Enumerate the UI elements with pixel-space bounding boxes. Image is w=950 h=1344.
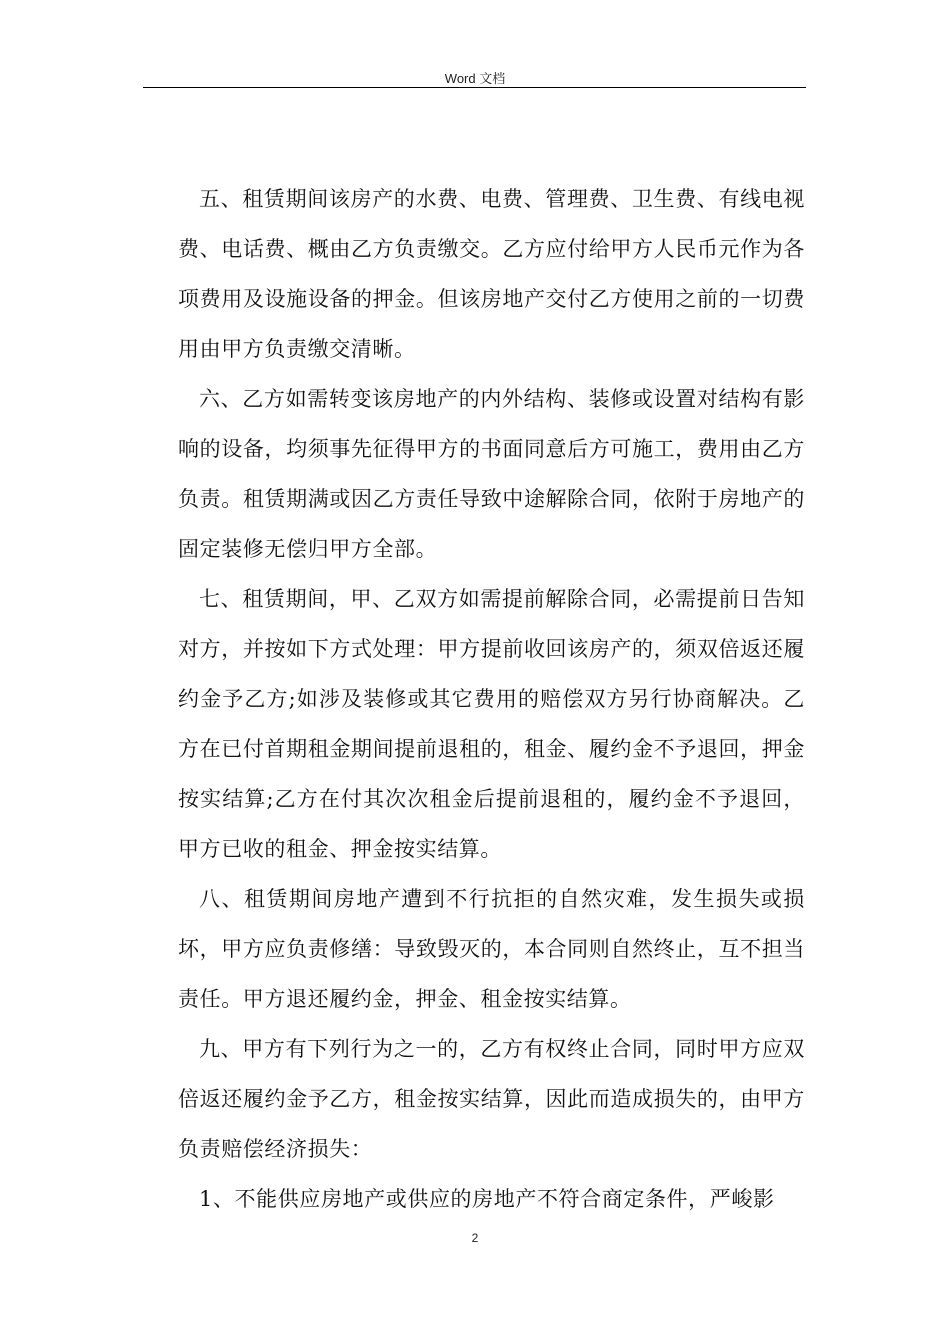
clause-7-paragraph: 七、租赁期间，甲、乙双方如需提前解除合同，必需提前日告知对方，并按如下方式处理：甲方提前收回该房产的，须双倍返还履约金予乙方;如涉及装修或其它费用的赔偿双方另行协商解决。乙方在已付首期租金期间提前退租的，租金、履约金不予退回，押金按实结算;乙方在付其次次租金后提前退租的，履约金不予退回，甲方已收的租金、押金按实结算。: [178, 587, 805, 861]
clause-8-paragraph: 八、租赁期间房地产遭到不行抗拒的自然灾难，发生损失或损坏，甲方应负责修缮：导致毁灭的，本合同则自然终止，互不担当责任。甲方退还履约金，押金、租金按实结算。: [178, 887, 805, 1011]
page-number: 2: [471, 1231, 479, 1245]
clause-5-paragraph: 五、租赁期间该房产的水费、电费、管理费、卫生费、有线电视费、电话费、概由乙方负责缴交。乙方应付给甲方人民币元作为各项费用及设施设备的押金。但该房地产交付乙方使用之前的一切费用由甲方负责缴交清晰。: [178, 187, 805, 361]
header-divider: [143, 87, 806, 88]
document-body: [178, 174, 805, 1224]
clause-9-item-1-paragraph: 1、不能供应房地产或供应的房地产不符合商定条件，严峻影: [199, 1187, 775, 1211]
page-header-title: Word 文档: [444, 71, 506, 86]
clause-6-paragraph: 六、乙方如需转变该房地产的内外结构、装修或设置对结构有影响的设备，均须事先征得甲方的书面同意后方可施工，费用由乙方负责。租赁期满或因乙方责任导致中途解除合同，依附于房地产的固定装修无偿归甲方全部。: [178, 387, 805, 561]
clause-9-paragraph: 九、甲方有下列行为之一的，乙方有权终止合同，同时甲方应双倍返还履约金予乙方，租金按实结算，因此而造成损失的，由甲方负责赔偿经济损失：: [178, 1037, 805, 1161]
